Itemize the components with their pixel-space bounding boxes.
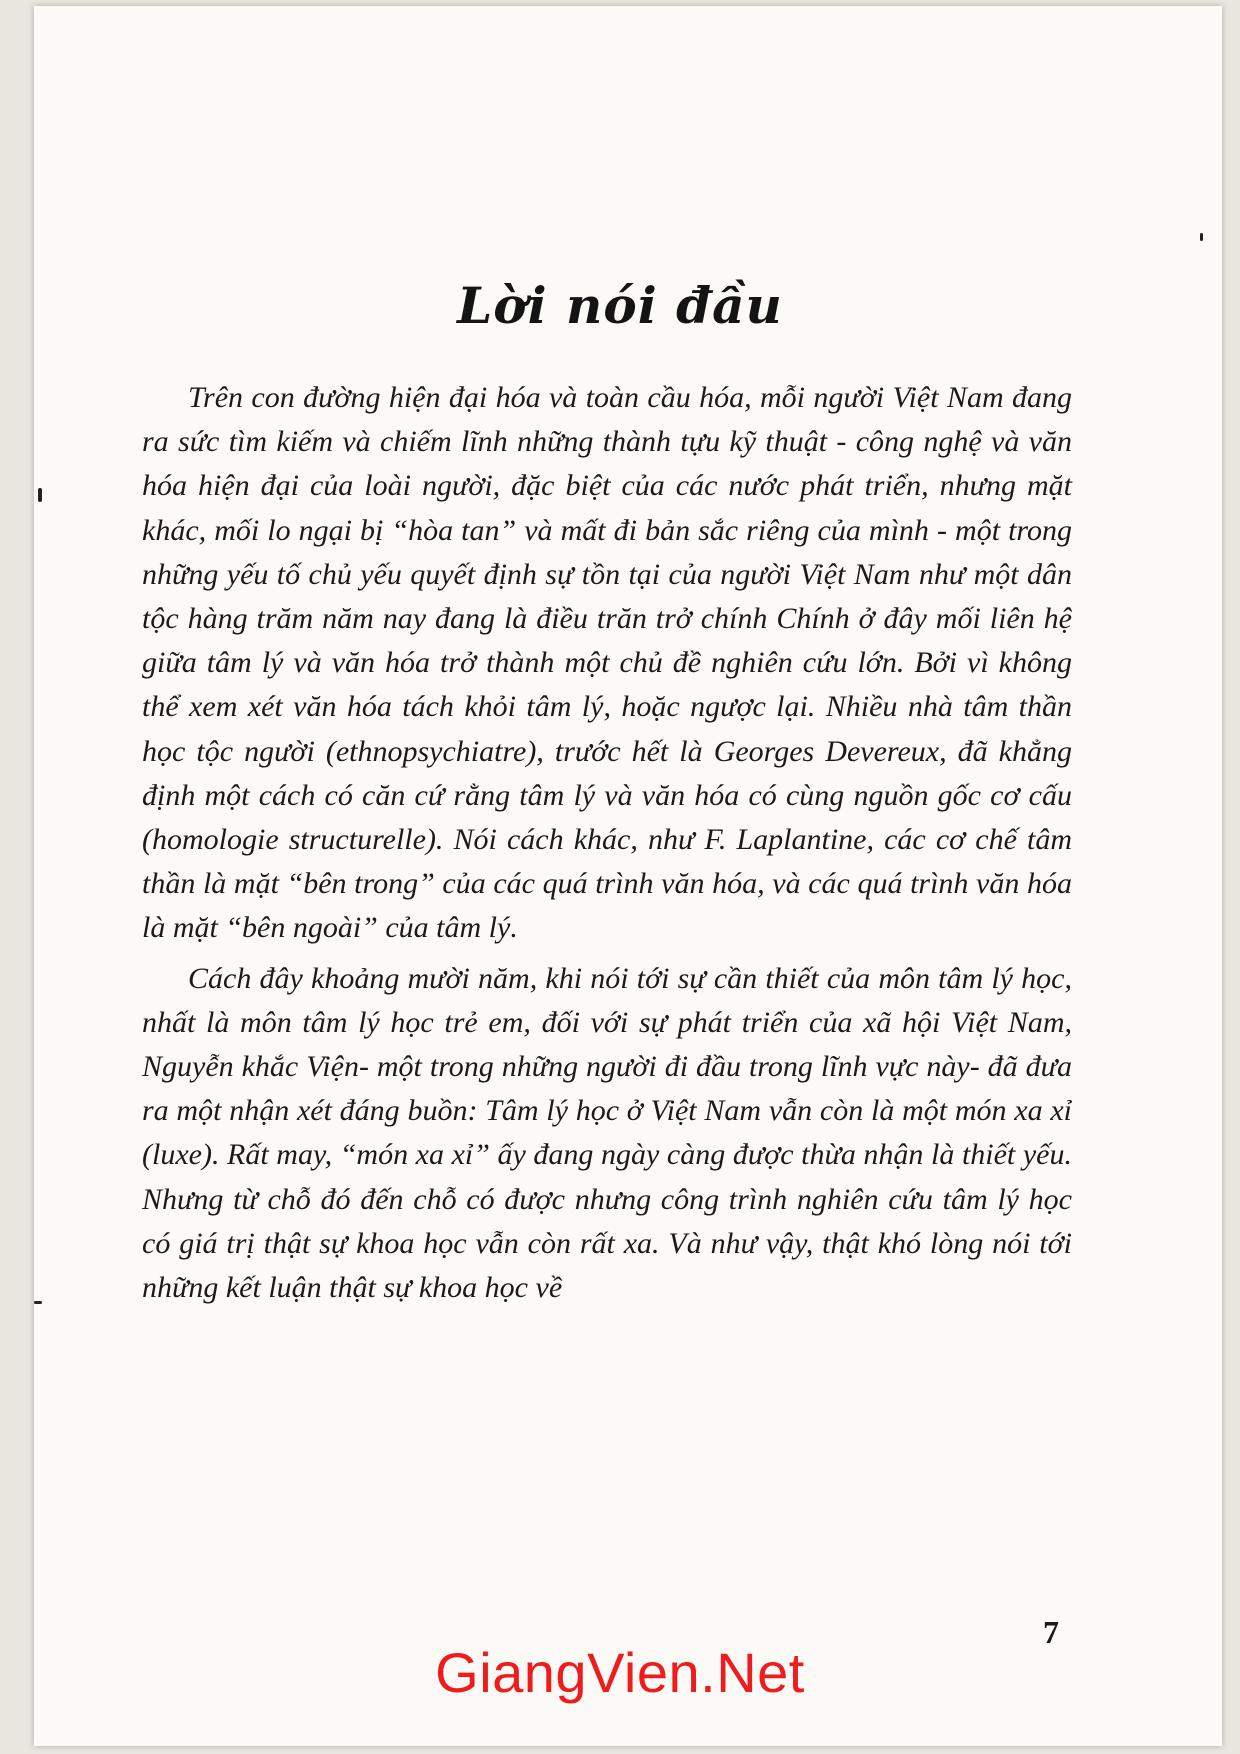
scan-mark-right (1200, 233, 1203, 241)
watermark-text: GiangVien.Net (435, 1641, 805, 1704)
paragraph-2: Cách đây khoảng mười năm, khi nói tới sự cần thiết của môn tâm lý học, nhất là môn tâm lý học trẻ em, đối với sự phát triển của xã hội Việt Nam, Nguyễn khắc Viện- một trong những người đi đầu trong lĩnh vực này- đã đưa ra một nhận xét đáng buồn: Tâm lý học ở Việt Nam vẫn còn là một món xa xỉ (luxe). Rất may, “món xa xỉ” ấy đang ngày càng được thừa nhận là thiết yếu. Nhưng từ chỗ đó đến chỗ có được nhưng công trình nghiên cứu tâm lý học có giá trị thật sự khoa học vẫn còn rất xa. Và như vậy, thật khó lòng nói tới những kết luận thật sự khoa học về (142, 961, 1072, 1305)
page-number: 7 (1043, 1614, 1059, 1650)
bleed-through-text (552, 184, 1072, 228)
paragraph-1: Trên con đường hiện đại hóa và toàn cầu hóa, mỗi người Việt Nam đang ra sức tìm kiếm và chiếm lĩnh những thành tựu kỹ thuật - công nghệ và văn hóa hiện đại của loài người, đặc biệt của các nước phát triển, nhưng mặt khác, mối lo ngại bị “hòa tan” và mất đi bản sắc riêng của mình - một trong những yếu tố chủ yếu quyết định sự tồn tại của người Việt Nam như một dân tộc hàng trăm năm nay đang là điều trăn trở chính Chính ở đây mối liên hệ giữa tâm lý và văn hóa trở thành một chủ đề nghiên cứu lớn. Bởi vì không thể xem xét văn hóa tách khỏi tâm lý, hoặc ngược lại. Nhiều nhà tâm thần học tộc người (ethnopsychiatre), trước hết là Georges Devereux, đã khẳng định một cách có căn cứ rằng tâm lý và văn hóa có cùng nguồn gốc cơ cấu (homologie structurelle). Nói cách khác, như F. Laplantine, các cơ chế tâm thần là mặt “bên trong” của các quá trình văn hóa, và các quá trình văn hóa là mặt “bên ngoài” của tâm lý. (142, 381, 1072, 945)
body-text (142, 376, 1072, 1316)
scan-mark-left (38, 488, 42, 502)
scan-mark-left-lower (34, 1301, 42, 1304)
page-title: Lời nói đầu (457, 276, 783, 335)
